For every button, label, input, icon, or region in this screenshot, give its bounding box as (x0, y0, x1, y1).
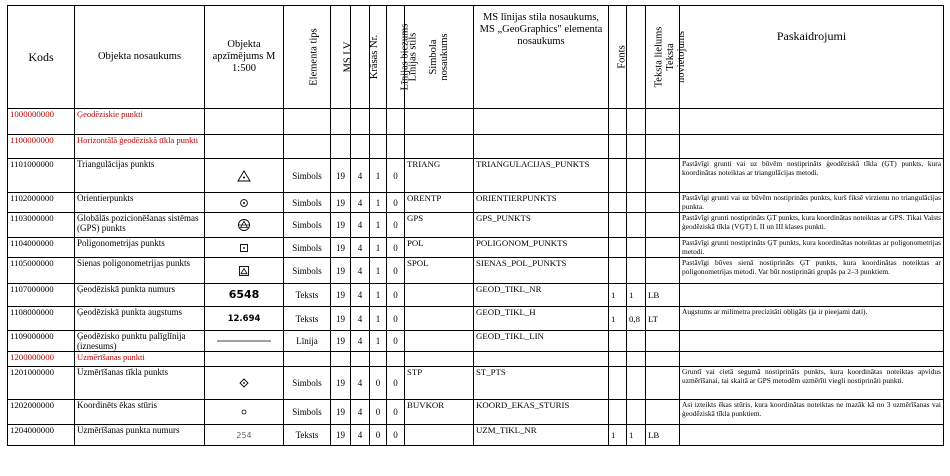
table-row (8, 367, 944, 400)
cell-symbol-name: STP (405, 367, 474, 400)
cell-empty (331, 352, 351, 367)
table-row (8, 238, 944, 258)
cell-weight: 1 (370, 159, 387, 193)
cell-notes: Gruntī vai cietā segumā nostiprināts punkts, kura koordinātas noteiktas apvidus uzmērīšanai, tai skaitā ar GPS metodēm uzmērīti viegli nostiprināti punkti. (680, 367, 944, 400)
cell-name: Koordinēts ēkas stūris (75, 400, 205, 425)
cell-name: Uzmērīšanas tīkla punkts (75, 367, 205, 400)
cell-code: 1108000000 (8, 307, 75, 331)
cell-symbol-name (405, 284, 474, 307)
category-row (8, 352, 944, 367)
cell-symbol-name: ORENTP (405, 193, 474, 213)
table-row (8, 213, 944, 238)
cell-font (609, 367, 627, 400)
cell-symbol (205, 307, 284, 331)
cell-name: Orientierpunkts (75, 193, 205, 213)
cell-empty (680, 109, 944, 135)
cell-align: LB (646, 284, 680, 307)
cell-size (627, 159, 646, 193)
cell-style: 0 (387, 331, 405, 352)
cell-symbol (205, 159, 284, 193)
cell-color: 4 (351, 367, 370, 400)
cell-color: 4 (351, 331, 370, 352)
cell-font (609, 400, 627, 425)
cell-size (627, 258, 646, 284)
cell-size: 1 (627, 425, 646, 446)
cell-ms-name: POLIGONOM_PUNKTS (474, 238, 609, 258)
cell-style: 0 (387, 284, 405, 307)
cell-code: 1200000000 (8, 352, 75, 367)
cell-name: Uzmērīšanas punkta numurs (75, 425, 205, 446)
cell-weight: 1 (370, 284, 387, 307)
cell-symbol (205, 213, 284, 238)
cell-weight: 1 (370, 258, 387, 284)
cell-ms-lv: 19 (331, 213, 351, 238)
cell-empty (680, 135, 944, 159)
cell-notes (680, 425, 944, 446)
dot-circle-icon (207, 198, 281, 208)
cell-empty (646, 135, 680, 159)
cell-code: 1202000000 (8, 400, 75, 425)
cell-notes: Pastāvīgi grunti nostiprināts ĢT punkts, kura koordinātas noteiktas ar poligonometrijas metodi. (680, 238, 944, 258)
cell-ms-name: GEOD_TIKL_LIN (474, 331, 609, 352)
cell-ms-lv: 19 (331, 400, 351, 425)
header-font: Fonts (609, 6, 627, 109)
cell-font (609, 193, 627, 213)
cell-ms-name: GPS_PUNKTS (474, 213, 609, 238)
cell-symbol-name: GPS (405, 213, 474, 238)
cell-align (646, 331, 680, 352)
cell-notes: Pastāvīgi būves sienā nostiprināts ĢT punkts, kura koordinātas noteiktas ar poligonometrijas metodi. Var būt nostiprināti grupās pa 2–3 punktiem. (680, 258, 944, 284)
header-symbol: Objekta apzīmējums M 1:500 (205, 6, 284, 109)
cell-symbol-name: SPOL (405, 258, 474, 284)
cell-symbol (205, 238, 284, 258)
header-text-size: Teksta lielums (627, 6, 646, 109)
small-circle-icon (207, 408, 281, 416)
header-notes: Paskaidrojumi (680, 6, 944, 109)
cell-empty (387, 135, 405, 159)
cell-font (609, 331, 627, 352)
cell-symbol-name: TRIANG (405, 159, 474, 193)
cell-style: 0 (387, 258, 405, 284)
cell-symbol (205, 258, 284, 284)
cell-symbol (205, 193, 284, 213)
cell-name: Sienas poligonometrijas punkts (75, 258, 205, 284)
cell-element-type: Simbols (284, 367, 331, 400)
cell-name: Horizontālā ģeodēziskā tīkla punkti (75, 135, 205, 159)
square-dot-icon (207, 243, 281, 253)
cell-notes: Augstums ar milimetra precizitāti obligāts (ja ir pieejami dati). (680, 307, 944, 331)
cell-align (646, 193, 680, 213)
cell-weight: 1 (370, 307, 387, 331)
category-row (8, 135, 944, 159)
cell-color: 4 (351, 284, 370, 307)
cell-align: LT (646, 307, 680, 331)
cell-symbol-name (405, 425, 474, 446)
cell-symbol (205, 331, 284, 352)
cell-align (646, 238, 680, 258)
cell-name: Ģeodēziskie punkti (75, 109, 205, 135)
cell-notes (680, 331, 944, 352)
cell-color: 4 (351, 258, 370, 284)
cell-empty (627, 352, 646, 367)
cell-element-type: Simbols (284, 258, 331, 284)
cell-notes: Pastāvīgi grunti nostiprināts ĢT punkts, kura koordinātas noteiktas ar GPS. Tikai Valsts ģeodēziskā tīkla (VĢT) I, II un III klases punkti. (680, 213, 944, 238)
cell-empty (387, 352, 405, 367)
cell-empty (405, 352, 474, 367)
cell-weight: 1 (370, 331, 387, 352)
cell-style: 0 (387, 307, 405, 331)
cell-empty (205, 135, 284, 159)
cell-code: 1109000000 (8, 331, 75, 352)
cell-code: 1104000000 (8, 238, 75, 258)
cell-name: Globālās pozicionēšanas sistēmas (GPS) punkts (75, 213, 205, 238)
cell-font (609, 258, 627, 284)
header-symbol-name: Simbola nosaukums (405, 6, 474, 109)
cell-ms-lv: 19 (331, 307, 351, 331)
cell-empty (351, 109, 370, 135)
cell-code: 1204000000 (8, 425, 75, 446)
cell-ms-lv: 19 (331, 159, 351, 193)
cell-empty (627, 135, 646, 159)
cell-size (627, 238, 646, 258)
cell-name: Poligonometrijas punkts (75, 238, 205, 258)
cell-color: 4 (351, 159, 370, 193)
header-ms-style: MS līnijas stila nosaukums, MS „GeoGraphics" elementa nosaukums (474, 6, 609, 109)
cell-empty (627, 109, 646, 135)
cell-element-type: Simbols (284, 238, 331, 258)
cell-name: Uzmērīšanas punkti (75, 352, 205, 367)
cell-empty (284, 352, 331, 367)
cell-align (646, 159, 680, 193)
triangle-icon (207, 170, 281, 182)
cell-style: 0 (387, 425, 405, 446)
cell-ms-name: TRIANGULACIJAS_PUNKTS (474, 159, 609, 193)
cell-ms-lv: 19 (331, 425, 351, 446)
cell-weight: 0 (370, 400, 387, 425)
cell-empty (284, 109, 331, 135)
cell-symbol-name: BUVKOR (405, 400, 474, 425)
header-ms-lv: MS LV (331, 6, 351, 109)
cell-font: 1 (609, 425, 627, 446)
cell-align: LB (646, 425, 680, 446)
table-row (8, 159, 944, 193)
cell-empty (370, 352, 387, 367)
cell-notes (680, 284, 944, 307)
cell-empty (370, 109, 387, 135)
cell-color: 4 (351, 400, 370, 425)
cell-ms-name: ORIENTIERPUNKTS (474, 193, 609, 213)
header-kods: Kods (8, 6, 75, 109)
cell-empty (331, 109, 351, 135)
cell-empty (284, 135, 331, 159)
cell-empty (405, 109, 474, 135)
cell-name: Ģeodēziskā punkta numurs (75, 284, 205, 307)
cell-code: 1103000000 (8, 213, 75, 238)
line-icon (207, 339, 281, 343)
cell-name: Ģeodēziskā punkta augstums (75, 307, 205, 331)
table-row (8, 284, 944, 307)
cell-weight: 0 (370, 367, 387, 400)
cell-color: 4 (351, 213, 370, 238)
cell-element-type: Simbols (284, 193, 331, 213)
cell-align (646, 367, 680, 400)
cell-size: 1 (627, 284, 646, 307)
cell-weight: 1 (370, 238, 387, 258)
cell-font (609, 159, 627, 193)
cell-align (646, 258, 680, 284)
cell-element-type: Simbols (284, 400, 331, 425)
table-row (8, 400, 944, 425)
cell-element-type: Līnija (284, 331, 331, 352)
cell-element-type: Teksts (284, 284, 331, 307)
cell-weight: 0 (370, 425, 387, 446)
header-color: Krāsas Nr. (351, 6, 370, 109)
cell-name: Ģeodēzisko punktu palīglīnija (iznesums) (75, 331, 205, 352)
cell-symbol-name (405, 307, 474, 331)
cell-symbol-name (405, 331, 474, 352)
cell-empty (609, 135, 627, 159)
header-line-weight: Līnijas biezums (370, 6, 387, 109)
cell-code: 1201000000 (8, 367, 75, 400)
cell-style: 0 (387, 367, 405, 400)
table-row (8, 193, 944, 213)
cell-empty (331, 135, 351, 159)
cell-code: 1107000000 (8, 284, 75, 307)
gps-icon (207, 218, 281, 232)
cell-size (627, 367, 646, 400)
table-row (8, 331, 944, 352)
header-name: Objekta nosaukums (75, 6, 205, 109)
cell-empty (405, 135, 474, 159)
cell-empty (609, 352, 627, 367)
cell-ms-lv: 19 (331, 284, 351, 307)
cell-align (646, 400, 680, 425)
cell-color: 4 (351, 238, 370, 258)
cell-size (627, 400, 646, 425)
cell-empty (474, 352, 609, 367)
cell-element-type: Teksts (284, 425, 331, 446)
cell-element-type: Simbols (284, 213, 331, 238)
cell-style: 0 (387, 238, 405, 258)
cell-font (609, 213, 627, 238)
table-row (8, 307, 944, 331)
cell-style: 0 (387, 213, 405, 238)
cell-ms-lv: 19 (331, 193, 351, 213)
header-text-align: Teksta novietojums (646, 6, 680, 109)
cell-ms-lv: 19 (331, 258, 351, 284)
cell-align (646, 213, 680, 238)
table-row (8, 258, 944, 284)
cell-code: 1102000000 (8, 193, 75, 213)
cell-style: 0 (387, 193, 405, 213)
cell-empty (351, 135, 370, 159)
header-row (8, 6, 944, 109)
table-row (8, 425, 944, 446)
cell-element-type: Simbols (284, 159, 331, 193)
cell-empty (474, 135, 609, 159)
cell-font: 1 (609, 307, 627, 331)
cell-size (627, 213, 646, 238)
header-element-type: Elementa tips (284, 6, 331, 109)
cell-code: 1105000000 (8, 258, 75, 284)
cell-empty (205, 352, 284, 367)
cell-code: 1000000000 (8, 109, 75, 135)
cell-color: 4 (351, 425, 370, 446)
square-triangle-icon (207, 265, 281, 277)
classifier-table (7, 5, 944, 446)
cell-empty (680, 352, 944, 367)
cell-notes: Pastāvīgi grunti vai uz būvēm nostiprināts punkts, kurš fiksē virzienu no triangulācijas punkta. (680, 193, 944, 213)
cell-symbol (205, 367, 284, 400)
cell-empty (351, 352, 370, 367)
cell-notes: Pastāvīgi grunti vai uz būvēm nostiprināts ģeodēziskā tīkla (ĢT) punkts, kura koordinātas noteiktas ar triangulācijas metodi. (680, 159, 944, 193)
cell-ms-name: GEOD_TIKL_NR (474, 284, 609, 307)
category-row (8, 109, 944, 135)
cell-element-type: Teksts (284, 307, 331, 331)
cell-empty (474, 109, 609, 135)
cell-color: 4 (351, 193, 370, 213)
cell-style: 0 (387, 159, 405, 193)
cell-ms-name: SIENAS_POL_PUNKTS (474, 258, 609, 284)
cell-symbol (205, 284, 284, 307)
cell-ms-lv: 19 (331, 331, 351, 352)
cell-ms-name: UZM_TIKL_NR (474, 425, 609, 446)
header-line-style: Līnijas stils (387, 6, 405, 109)
cell-ms-lv: 19 (331, 367, 351, 400)
cell-ms-lv: 19 (331, 238, 351, 258)
cell-size: 0,8 (627, 307, 646, 331)
cell-size (627, 331, 646, 352)
cell-symbol (205, 425, 284, 446)
cell-empty (646, 352, 680, 367)
cell-style: 0 (387, 400, 405, 425)
cell-ms-name: ST_PTS (474, 367, 609, 400)
cell-empty (370, 135, 387, 159)
cell-size (627, 193, 646, 213)
cell-symbol (205, 400, 284, 425)
cell-empty (387, 109, 405, 135)
cell-empty (646, 109, 680, 135)
cell-symbol-name: POL (405, 238, 474, 258)
cell-code: 1101000000 (8, 159, 75, 193)
cell-code: 1100000000 (8, 135, 75, 159)
sample-text: 12.694 (227, 314, 261, 325)
cell-ms-name: GEOD_TIKL_H (474, 307, 609, 331)
cell-font (609, 238, 627, 258)
cell-empty (205, 109, 284, 135)
sample-text: 254 (236, 430, 252, 440)
cell-color: 4 (351, 307, 370, 331)
cell-font: 1 (609, 284, 627, 307)
cell-notes: Asi izteikts ēkas stūris, kura koordinātas noteiktas ne mazāk kā no 3 uzmērīšanas vai ģeodēziskā tīkla punktiem. (680, 400, 944, 425)
cell-name: Triangulācijas punkts (75, 159, 205, 193)
cell-weight: 1 (370, 213, 387, 238)
cell-empty (609, 109, 627, 135)
diamond-dot-icon (207, 378, 281, 388)
sample-text: 6548 (228, 288, 260, 302)
cell-weight: 1 (370, 193, 387, 213)
cell-ms-name: KOORD_EKAS_STURIS (474, 400, 609, 425)
